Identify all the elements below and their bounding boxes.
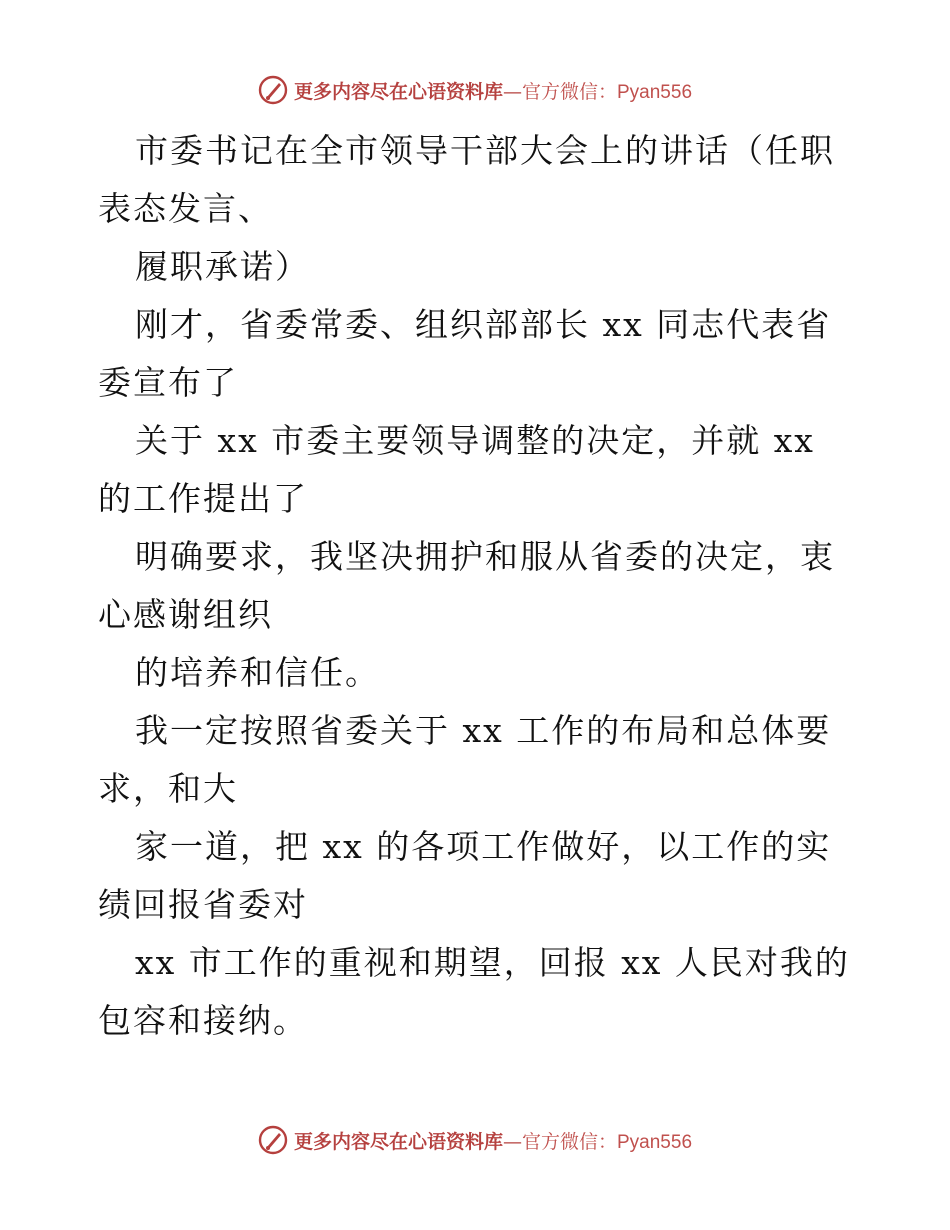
paragraph-line: 市委书记在全市领导干部大会上的讲话（任职表态发言、 [98, 131, 835, 228]
paragraph-line: 关于 xx 市委主要领导调整的决定，并就 xx 的工作提出了 [98, 421, 815, 518]
paragraph-line: 的培养和信任。 [135, 653, 380, 692]
paragraph-line: 家一道，把 xx 的各项工作做好，以工作的实绩回报省委对 [98, 827, 832, 924]
pen-logo-icon [258, 1125, 288, 1155]
document-body [98, 122, 858, 1050]
paragraph-line: xx 市工作的重视和期望，回报 xx 人民对我的包容和接纳。 [98, 943, 850, 1040]
header-banner [0, 70, 950, 110]
footer-handle: Pyan556 [617, 1131, 693, 1153]
header-site: 更多内容尽在心语资料库 [293, 80, 503, 103]
pen-logo-icon [258, 75, 288, 105]
header-handle: Pyan556 [617, 81, 693, 103]
paragraph-line: 明确要求，我坚决拥护和服从省委的决定，衷心感谢组织 [98, 537, 835, 634]
paragraph-line: 我一定按照省委关于 xx 工作的布局和总体要求，和大 [98, 711, 832, 808]
header-dash: — [502, 80, 522, 103]
header-text [294, 77, 692, 104]
footer-text [294, 1127, 692, 1154]
footer-wechat-label: 官方微信： [521, 1130, 617, 1153]
paragraph-line: 刚才，省委常委、组织部部长 xx 同志代表省委宣布了 [98, 305, 832, 402]
footer-dash: — [502, 1130, 522, 1153]
footer-banner [0, 1120, 950, 1160]
paragraph-line: 履职承诺） [135, 247, 310, 286]
header-wechat-label: 官方微信： [521, 80, 617, 103]
footer-site: 更多内容尽在心语资料库 [293, 1130, 503, 1153]
